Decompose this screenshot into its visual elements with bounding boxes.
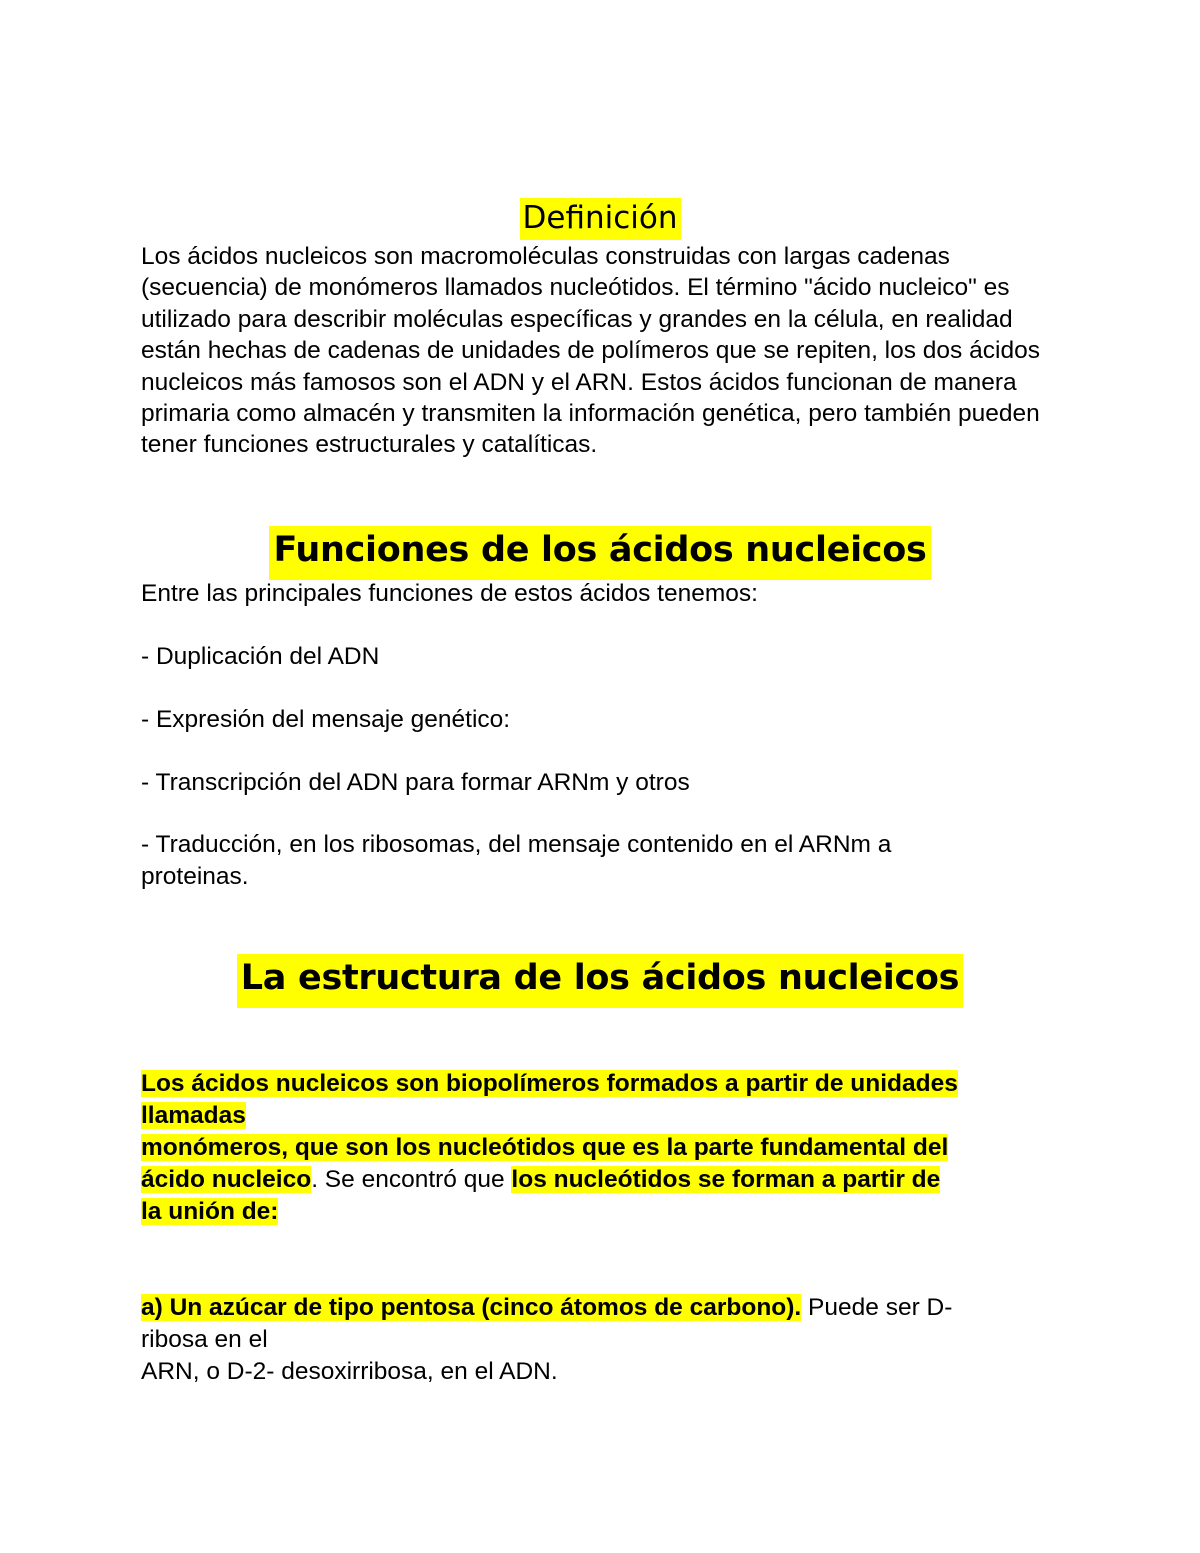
structure-line: ácido nucleico. Se encontró que los nucleótidos se forman a partir de [141, 1166, 941, 1193]
functions-intro: Entre las principales funciones de estos ácidos tenemos: [141, 580, 758, 607]
functions-heading [0, 520, 1200, 580]
definition-heading-text: Definición [520, 198, 681, 240]
functions-item: - Transcripción del ADN para formar ARNm y otros [141, 769, 690, 796]
structure-line: la unión de: [141, 1198, 279, 1225]
functions-item: proteinas. [141, 863, 249, 890]
structure-heading-text: La estructura de los ácidos nucleicos [237, 954, 963, 1008]
structure-line: monómeros, que son los nucleótidos que es la parte fundamental del [141, 1134, 949, 1161]
functions-item: - Duplicación del ADN [141, 643, 380, 670]
structure-line: Los ácidos nucleicos son biopolímeros formados a partir de unidades [141, 1070, 958, 1097]
structure-item-a-line2: ribosa en el [141, 1326, 268, 1353]
functions-item: - Expresión del mensaje genético: [141, 706, 511, 733]
structure-item-a-line3: ARN, o D-2- desoxirribosa, en el ADN. [141, 1358, 558, 1385]
functions-item: - Traducción, en los ribosomas, del mensaje contenido en el ARNm a [141, 831, 892, 858]
structure-line: llamadas [141, 1102, 246, 1129]
definition-paragraph: Los ácidos nucleicos son macromoléculas construidas con largas cadenas (secuencia) de monómeros llamados nucleótidos. El término "ácido nucleico" es utilizado para describir moléculas específicas y grandes en la célula, en realidad están hechas de cadenas de unidades de polímeros que se repiten, los dos ácidos nucleicos más famosos son el ADN y el ARN. Estos ácidos funcionan de manera primaria como almacén y transmiten la información genética, pero también pueden tener funciones estructurales y catalíticas. [141, 243, 1040, 459]
functions-heading-text: Funciones de los ácidos nucleicos [269, 526, 930, 580]
structure-heading [0, 948, 1200, 1008]
structure-item-a: a) Un azúcar de tipo pentosa (cinco átomos de carbono). Puede ser D- [141, 1294, 953, 1321]
definition-heading [0, 196, 1200, 240]
